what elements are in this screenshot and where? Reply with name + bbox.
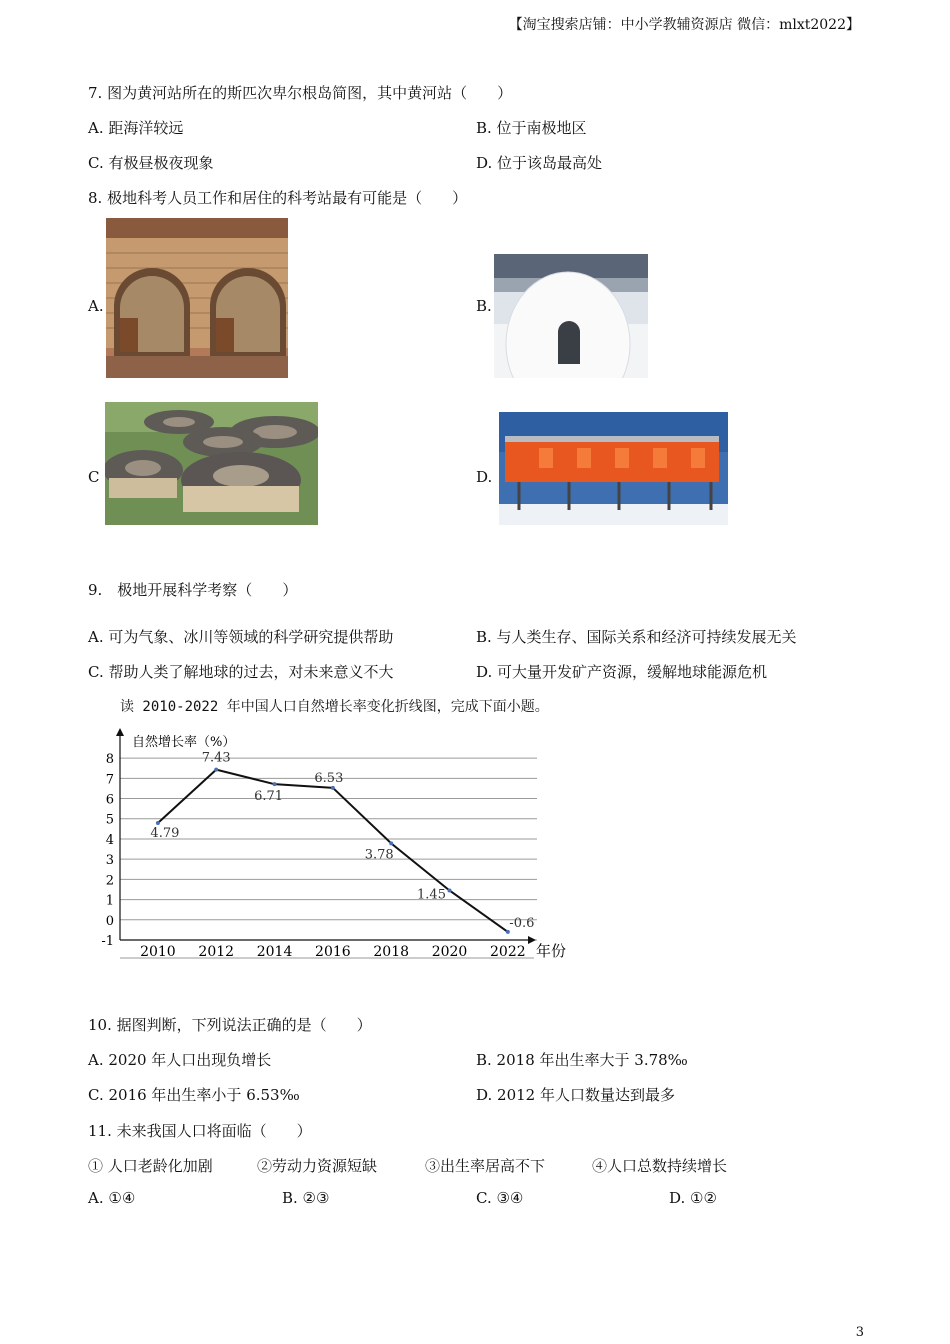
y-tick-label: 2 <box>105 873 114 889</box>
q7-stem: 7. 图为黄河站所在的斯匹次卑尔根岛简图，其中黄河站（ ） <box>88 84 513 102</box>
q11-option-b[interactable]: B. ②③ <box>282 1189 330 1207</box>
x-tick-label: 2014 <box>256 944 293 960</box>
q7-option-a[interactable]: A. 距海洋较远 <box>88 119 184 137</box>
y-tick-label: 6 <box>105 792 114 808</box>
data-point <box>214 768 218 772</box>
cave-dwelling-image <box>106 218 288 378</box>
q8-label-d[interactable]: D. <box>476 468 493 486</box>
x-tick-label: 2012 <box>198 944 235 960</box>
data-point <box>389 841 393 845</box>
igloo-image <box>494 254 648 378</box>
q11-option-a[interactable]: A. ①④ <box>88 1189 136 1207</box>
y-tick-label: -1 <box>101 934 114 949</box>
x-axis-label: 年份 <box>536 942 567 960</box>
x-tick-label: 2022 <box>490 944 526 960</box>
tulou-image <box>105 402 318 525</box>
q8-label-b[interactable]: B. <box>476 297 492 315</box>
y-tick-label: 0 <box>105 913 114 929</box>
x-tick-label: 2018 <box>373 944 410 960</box>
q8-label-c[interactable]: C <box>88 468 100 486</box>
data-label: 1.45 <box>417 887 446 903</box>
q11-item-2: ②劳动力资源短缺 <box>257 1157 378 1175</box>
population-growth-chart <box>94 724 574 964</box>
x-axis-arrow <box>528 936 536 944</box>
q10-option-d[interactable]: D. 2012 年人口数量达到最多 <box>476 1086 675 1104</box>
page-header: 【淘宝搜索店铺：中小学教辅资源店 微信：mlxt2022】 <box>508 17 860 33</box>
data-point <box>448 888 452 892</box>
q10-option-a[interactable]: A. 2020 年人口出现负增长 <box>88 1051 272 1069</box>
q9-stem: 9. 极地开展科学考察（ ） <box>88 581 298 599</box>
q11-item-3: ③出生率居高不下 <box>425 1157 546 1175</box>
data-point <box>156 821 160 825</box>
q7-option-c[interactable]: C. 有极昼极夜现象 <box>88 154 214 172</box>
page-number: 3 <box>855 1325 864 1340</box>
y-tick-label: 8 <box>105 752 114 768</box>
chart-intro: 读 2010-2022 年中国人口自然增长率变化折线图，完成下面小题。 <box>120 699 549 715</box>
q7-option-d[interactable]: D. 位于该岛最高处 <box>476 154 603 172</box>
data-point <box>273 782 277 786</box>
y-tick-label: 4 <box>105 832 114 848</box>
research-station-image <box>499 412 728 525</box>
data-label: 4.79 <box>150 825 180 841</box>
q7-option-b[interactable]: B. 位于南极地区 <box>476 119 587 137</box>
q9-option-c[interactable]: C. 帮助人类了解地球的过去，对未来意义不大 <box>88 663 394 681</box>
data-label: 3.78 <box>364 847 394 863</box>
q8-label-a[interactable]: A. <box>88 297 104 315</box>
q11-item-4: ④人口总数持续增长 <box>592 1157 728 1175</box>
q11-option-d[interactable]: D. ①② <box>669 1189 717 1207</box>
y-tick-label: 7 <box>105 772 114 788</box>
data-point <box>331 786 335 790</box>
y-tick-label: 5 <box>105 812 114 828</box>
q10-option-b[interactable]: B. 2018 年出生率大于 3.78‰ <box>476 1051 688 1069</box>
q11-stem: 11. 未来我国人口将面临（ ） <box>88 1122 312 1140</box>
x-tick-label: 2016 <box>315 944 351 960</box>
data-label: 6.53 <box>314 770 344 786</box>
x-tick-label: 2020 <box>431 944 468 960</box>
y-axis-arrow <box>116 728 124 736</box>
series-line <box>158 770 508 932</box>
q11-item-1: ① 人口老龄化加剧 <box>88 1157 213 1175</box>
q10-stem: 10. 据图判断，下列说法正确的是（ ） <box>88 1016 372 1034</box>
data-label: -0.6 <box>509 915 535 931</box>
q11-option-c[interactable]: C. ③④ <box>476 1189 524 1207</box>
data-label: 6.71 <box>254 789 284 805</box>
q8-stem: 8. 极地科考人员工作和居住的科考站最有可能是（ ） <box>88 189 468 207</box>
y-tick-label: 1 <box>105 893 114 909</box>
x-tick-label: 2010 <box>140 944 176 960</box>
q9-option-a[interactable]: A. 可为气象、冰川等领域的科学研究提供帮助 <box>88 628 394 646</box>
q9-option-d[interactable]: D. 可大量开发矿产资源，缓解地球能源危机 <box>476 663 768 681</box>
data-label: 7.43 <box>201 750 231 766</box>
q10-option-c[interactable]: C. 2016 年出生率小于 6.53‰ <box>88 1086 300 1104</box>
q9-option-b[interactable]: B. 与人类生存、国际关系和经济可持续发展无关 <box>476 628 797 646</box>
y-axis-label: 自然增长率（%） <box>132 735 236 750</box>
y-tick-label: 3 <box>105 853 114 869</box>
